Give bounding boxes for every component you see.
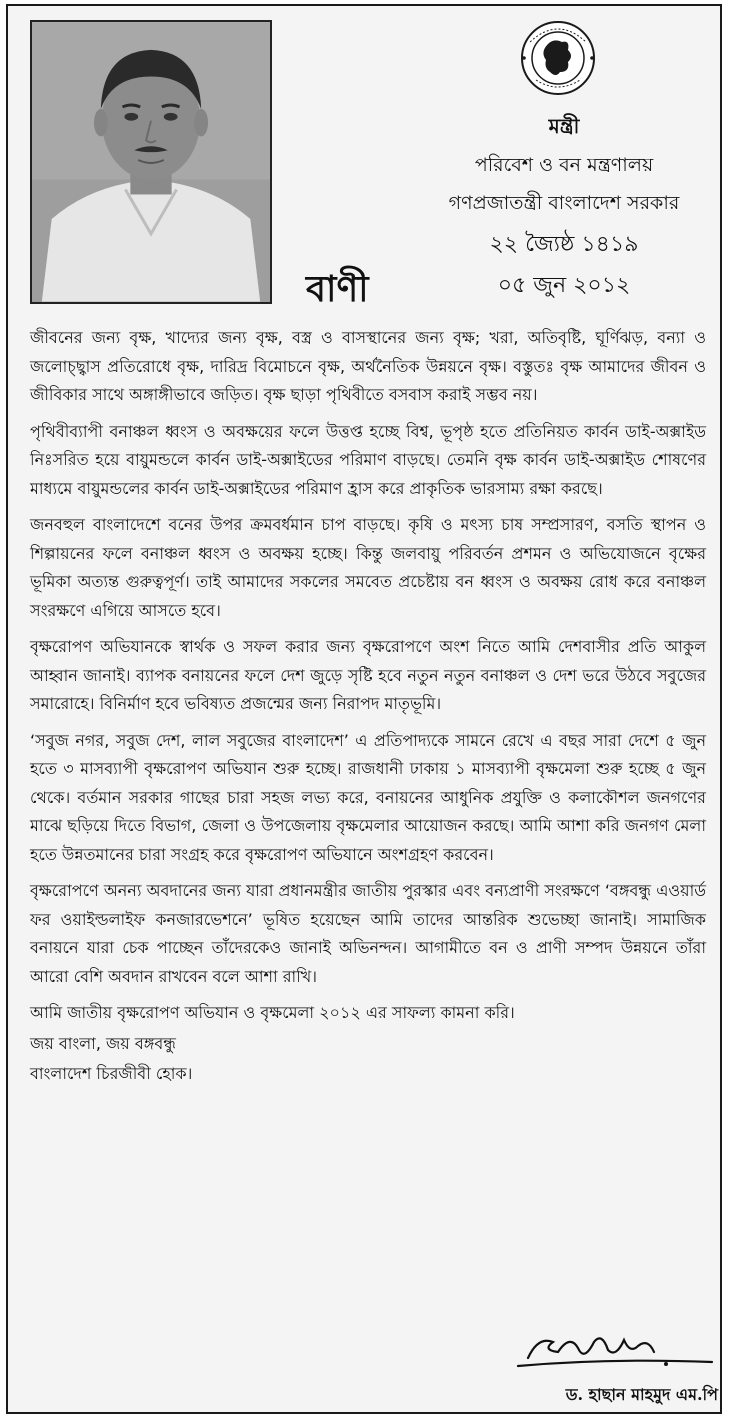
date-bengali: ২২ জ্যৈষ্ঠ ১৪১৯ bbox=[489, 232, 639, 257]
handwritten-signature bbox=[498, 1328, 718, 1374]
message-heading: বাণী bbox=[306, 268, 369, 310]
minister-photo bbox=[30, 20, 272, 304]
paragraph: বৃক্ষরোপণে অনন্য অবদানের জন্য যারা প্রধানমন্ত্রীর জাতীয় পুরস্কার এবং বন্যপ্রাণী সংরক্ষণে ‘বঙ্গবন্ধু এওয়ার্ড ফর ওয়াইল্ডলাইফ কনজারভেশনে’ ভূষিত হয়েছেন আমি তাদের আন্তরিক শুভেচ্ছা জানাই। সামাজিক বনায়নে যারা চেক পাচ্ছেন তাঁদেরকেও জানাই অভিনন্দন। আগামীতে বন ও প্রাণী সম্পদ উন্নয়নে তাঁরা আরো বেশি অবদান রাখবেন বলে আশা রাখি। bbox=[30, 881, 706, 986]
message-body bbox=[30, 324, 706, 1091]
ministry-name: পরিবেশ ও বন মন্ত্রণালয় bbox=[474, 154, 654, 176]
ministry-header bbox=[408, 112, 720, 309]
government-seal bbox=[510, 18, 606, 98]
date-gregorian: ০৫ জুন ২০১২ bbox=[497, 273, 631, 298]
closing-wish: আমি জাতীয় বৃক্ষরোপণ অভিযান ও বৃক্ষমেলা ২০১২ এর সাফল্য কামনা করি। bbox=[30, 1003, 515, 1022]
paragraph: জনবহুল বাংলাদেশে বনের উপর ক্রমবর্ধমান চাপ বাড়ছে। কৃষি ও মৎস্য চাষ সম্প্রসারণ, বসতি স্থাপন ও শিল্পায়নের ফলে বনাঞ্চল ধ্বংস ও অবক্ষয় হচ্ছে। কিন্তু জলবায়ু পরিবর্তন প্রশমন ও অভিযোজনে বৃক্ষের ভূমিকা অত্যন্ত গুরুত্বপূর্ণ। তাই আমাদের সকলের সমবেত প্রচেষ্টায় বন ধ্বংস ও অবক্ষয় রোধ করে বনাঞ্চল সংরক্ষণে এগিয়ে আসতে হবে। bbox=[30, 515, 706, 620]
government-name: গণপ্রজাতন্ত্রী বাংলাদেশ সরকার bbox=[448, 192, 680, 214]
government-seal-emblem bbox=[510, 18, 606, 98]
paragraph: ‘সবুজ নগর, সবুজ দেশ, লাল সবুজের বাংলাদেশ’ এ প্রতিপাদ্যকে সামনে রেখে এ বছর সারা দেশে ৫ জুন হতে ৩ মাসব্যাপী বৃক্ষরোপণ অভিযান শুরু হচ্ছে। রাজধানী ঢাকায় ১ মাসব্যাপী বৃক্ষমেলা শুরু হচ্ছে ৫ জুন থেকে। বর্তমান সরকার গাছের চারা সহজ লভ্য করে, বনায়নের আধুনিক প্রযুক্তি ও কলাকৌশল জনগণের মাঝে ছড়িয়ে দিতে বিভাগ, জেলা ও উপজেলায় বৃক্ষমেলার আয়োজন করছে। আমি আশা করি জনগণ মেলা হতে উন্নতমানের চারা সংগ্রহ করে বৃক্ষরোপণ অভিযানে অংশগ্রহণ করবেন। bbox=[30, 730, 706, 864]
designation-title: মন্ত্রী bbox=[548, 114, 580, 138]
closing-long-live: বাংলাদেশ চিরজীবী হোক। bbox=[30, 1064, 193, 1083]
minister-portrait-image bbox=[32, 22, 270, 302]
paragraph: জীবনের জন্য বৃক্ষ, খাদ্যের জন্য বৃক্ষ, বস্ত্র ও বাসস্থানের জন্য বৃক্ষ; খরা, অতিবৃষ্টি, ঘূর্ণিঝড়, বন্যা ও জলোচ্ছ্বাস প্রতিরোধে বৃক্ষ, দারিদ্র বিমোচনে বৃক্ষ, অর্থনৈতিক উন্নয়নে বৃক্ষ। বস্তুতঃ বৃক্ষ আমাদের জীবন ও জীবিকার সাথে অঙ্গাঙ্গীভাবে জড়িত। বৃক্ষ ছাড়া পৃথিবীতে বসবাস করাই সম্ভব নয়। bbox=[30, 328, 706, 404]
paragraph: বৃক্ষরোপণ অভিযানকে স্বার্থক ও সফল করার জন্য বৃক্ষরোপণে অংশ নিতে আমি দেশবাসীর প্রতি আকুল আহ্বান জানাই। ব্যাপক বনায়নের ফলে দেশ জুড়ে সৃষ্টি হবে নতুন নতুন বনাঞ্চল ও দেশ ভরে উঠবে সবুজের সমারোহে। বিনির্মাণ হবে ভবিষ্যত প্রজন্মের জন্য নিরাপদ মাতৃভূমি। bbox=[30, 637, 706, 713]
closing-slogan: জয় বাংলা, জয় বঙ্গবন্ধু bbox=[30, 1033, 176, 1053]
message-frame bbox=[6, 4, 722, 1414]
signature-image bbox=[498, 1328, 718, 1374]
signer-name: ড. হাছান মাহমুদ এম.পি bbox=[565, 1385, 718, 1404]
paragraph: পৃথিবীব্যাপী বনাঞ্চল ধ্বংস ও অবক্ষয়ের ফলে উত্তপ্ত হচ্ছে বিশ্ব, ভূপৃষ্ঠ হতে প্রতিনিয়ত কার্বন ডাই-অক্সাইড নিঃসরিত হয়ে বায়ুমন্ডলে কার্বন ডাই-অক্সাইডের পরিমাণ বাড়ছে। তেমনি বৃক্ষ কার্বন ডাই-অক্সাইড শোষণের মাধ্যমে বায়ুমন্ডলের কার্বন ডাই-অক্সাইডের পরিমাণ হ্রাস করে প্রাকৃতিক ভারসাম্য রক্ষা করছে। bbox=[30, 421, 706, 498]
